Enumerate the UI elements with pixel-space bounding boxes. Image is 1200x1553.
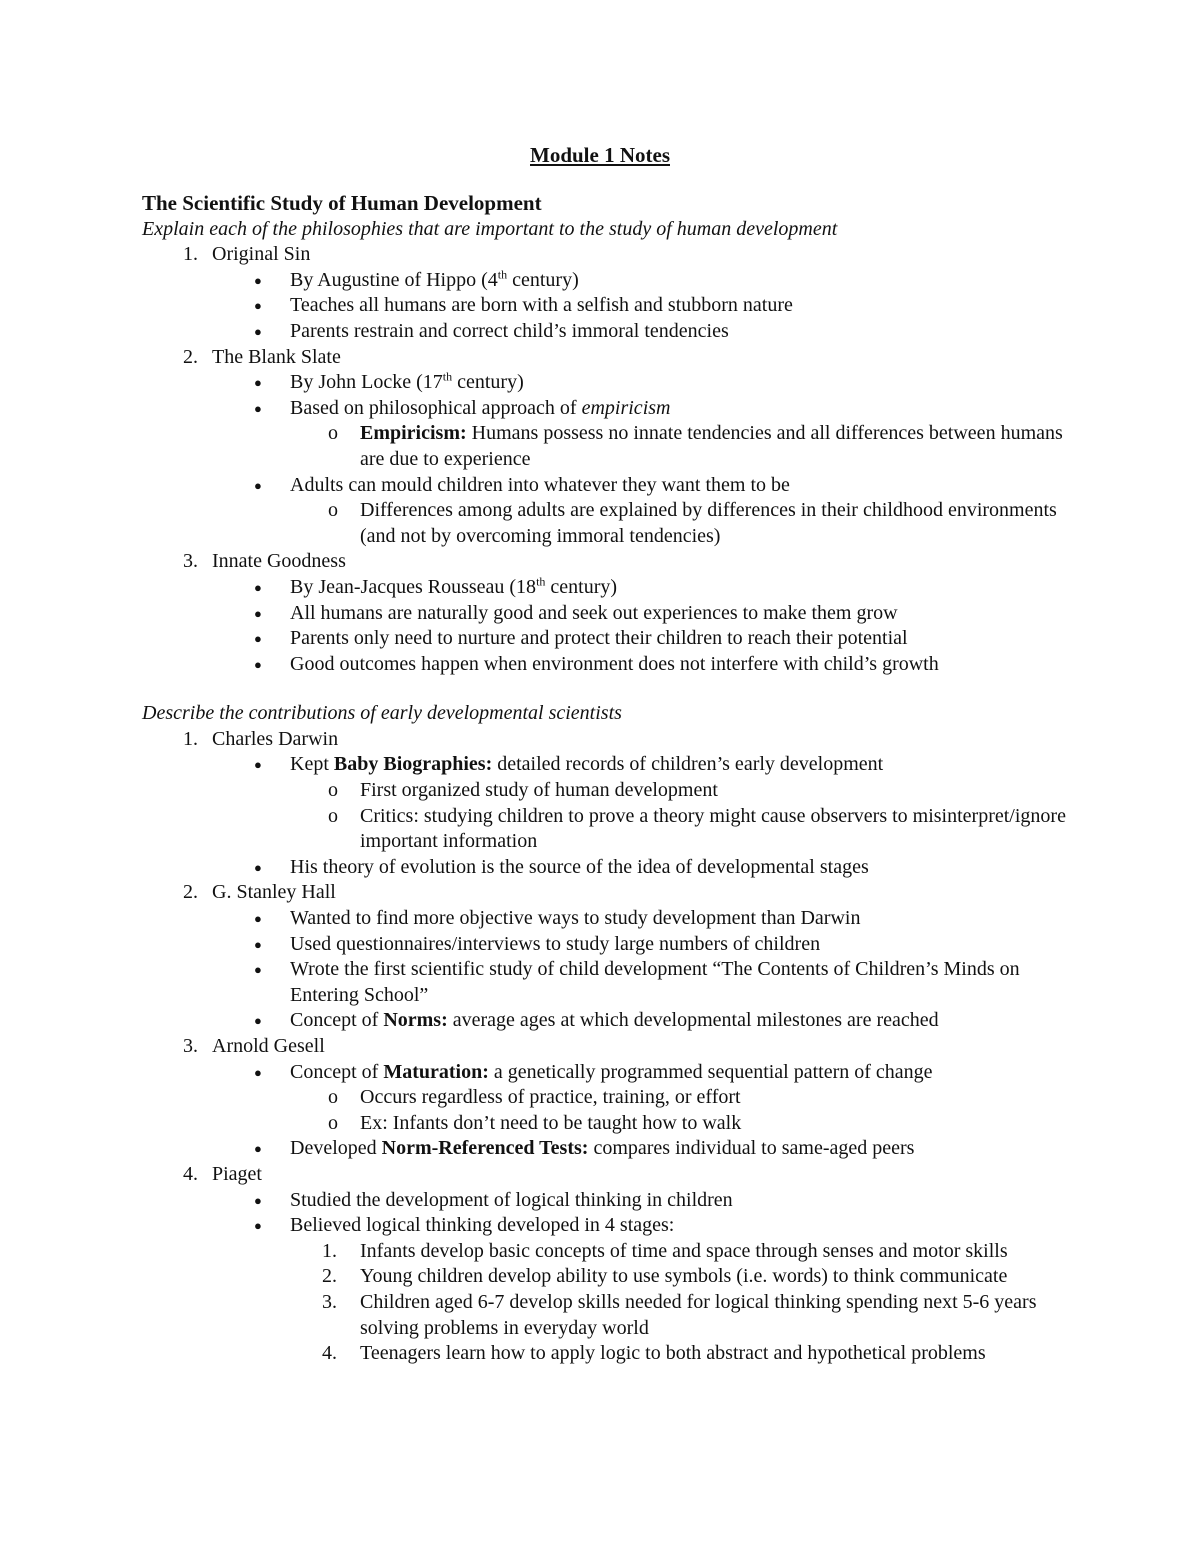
bullet-item <box>142 268 1082 294</box>
item-number: 2. <box>183 345 198 368</box>
item-name: Piaget <box>212 1162 262 1185</box>
document-body <box>142 191 1082 1367</box>
stage-item <box>142 1341 1082 1367</box>
sub-bullet-item <box>142 498 1082 549</box>
bullet-item <box>142 575 1082 601</box>
bullet-icon: ● <box>254 1013 262 1029</box>
superscript: th <box>442 369 453 384</box>
bullet-icon: ● <box>254 605 262 621</box>
list-item <box>142 880 1082 906</box>
sub-bullet-text: First organized study of human development <box>360 779 718 802</box>
sub-bullet-text: Ex: Infants don’t need to be taught how to walk <box>360 1111 742 1134</box>
key-term: Baby Biographies: <box>333 753 493 776</box>
bullet-text: a genetically programmed sequential pattern of change <box>488 1060 933 1083</box>
bullet-text: Adults can mould children into whatever they want them to be <box>290 473 790 496</box>
item-name: Innate Goodness <box>212 550 346 573</box>
list-item <box>142 1162 1082 1188</box>
bullet-icon: ● <box>254 859 262 875</box>
sub-bullet-icon: o <box>328 422 338 445</box>
bullet-text: Concept of <box>290 1060 384 1083</box>
key-term: Norms: <box>383 1009 448 1032</box>
bullet-item <box>142 601 1082 627</box>
bullet-icon: ● <box>254 400 262 416</box>
bullet-text: Based on philosophical approach of <box>290 396 582 419</box>
sub-bullet-text: Occurs regardless of practice, training, or effort <box>360 1086 741 1109</box>
bullet-item <box>142 319 1082 345</box>
bullet-item <box>142 370 1082 396</box>
stage-text: Infants develop basic concepts of time and space through senses and motor skills <box>360 1239 1008 1262</box>
sub-bullet-item <box>142 421 1082 472</box>
stage-number: 4. <box>322 1342 337 1365</box>
list-item <box>142 242 1082 268</box>
bullet-text: Studied the development of logical thinking in children <box>290 1188 733 1211</box>
bullet-text: His theory of evolution is the source of the idea of developmental stages <box>290 855 869 878</box>
bullet-text: By Augustine of Hippo (4 <box>290 268 498 291</box>
bullet-text: Teaches all humans are born with a selfish and stubborn nature <box>290 294 793 317</box>
bullet-icon: ● <box>254 323 262 339</box>
bullet-item <box>142 957 1082 1008</box>
sub-bullet-item <box>142 778 1082 804</box>
list-item <box>142 345 1082 371</box>
sub-bullet-icon: o <box>328 1111 338 1134</box>
item-number: 3. <box>183 550 198 573</box>
sub-bullet-icon: o <box>328 499 338 522</box>
bullet-item <box>142 473 1082 499</box>
item-number: 2. <box>183 881 198 904</box>
superscript: th <box>497 267 508 282</box>
bullet-text: All humans are naturally good and seek out experiences to make them grow <box>290 601 898 624</box>
bullet-icon: ● <box>254 936 262 952</box>
bullet-item <box>142 293 1082 319</box>
sub-bullet-item <box>142 1111 1082 1137</box>
bullet-item <box>142 396 1082 422</box>
bullet-icon: ● <box>254 579 262 595</box>
section-heading: The Scientific Study of Human Development <box>142 191 542 215</box>
stage-number: 1. <box>322 1239 337 1262</box>
bullet-text: By Jean-Jacques Rousseau (18 <box>290 575 537 598</box>
bullet-item <box>142 855 1082 881</box>
bullet-text: Parents restrain and correct child’s immoral tendencies <box>290 319 729 342</box>
bullet-text: Wrote the first scientific study of child development “The Contents of Children’s Minds on Entering School” <box>290 958 1020 1006</box>
bullet-text: Developed <box>290 1137 382 1160</box>
bullet-text: compares individual to same-aged peers <box>588 1137 915 1160</box>
stage-item <box>142 1239 1082 1265</box>
stage-number: 3. <box>322 1290 337 1313</box>
key-term: Empiricism: <box>360 422 467 445</box>
bullet-item <box>142 1060 1082 1086</box>
bullet-icon: ● <box>254 1192 262 1208</box>
part2-instruction: Describe the contributions of early developmental scientists <box>142 702 622 725</box>
item-name: G. Stanley Hall <box>212 881 336 904</box>
bullet-text: century) <box>507 268 579 291</box>
bullet-text: Used questionnaires/interviews to study large numbers of children <box>290 932 821 955</box>
item-name: The Blank Slate <box>212 345 341 368</box>
list-item <box>142 1034 1082 1060</box>
bullet-text: century) <box>452 371 524 394</box>
bullet-icon: ● <box>254 656 262 672</box>
bullet-text: Wanted to find more objective ways to study development than Darwin <box>290 907 861 930</box>
bullet-text: average ages at which developmental milestones are reached <box>447 1009 939 1032</box>
item-number: 1. <box>183 727 198 750</box>
bullet-text: detailed records of children’s early development <box>492 753 884 776</box>
part1-instruction: Explain each of the philosophies that are important to the study of human development <box>142 217 838 240</box>
sub-bullet-text: Differences among adults are explained by differences in their childhood environments (and not by overcoming immoral tendencies) <box>360 499 1057 547</box>
document-title: Module 1 Notes <box>530 143 670 167</box>
bullet-icon: ● <box>254 631 262 647</box>
sub-bullet-item <box>142 1085 1082 1111</box>
stage-item <box>142 1290 1082 1341</box>
bullet-icon: ● <box>254 375 262 391</box>
bullet-icon: ● <box>254 272 262 288</box>
bullet-icon: ● <box>254 1141 262 1157</box>
bullet-item <box>142 1188 1082 1214</box>
bullet-icon: ● <box>254 757 262 773</box>
bullet-item <box>142 752 1082 778</box>
superscript: th <box>536 574 546 589</box>
key-term: Maturation: <box>383 1060 489 1083</box>
sub-bullet-icon: o <box>328 779 338 802</box>
stage-text: Young children develop ability to use symbols (i.e. words) to think communicate <box>360 1265 1008 1288</box>
sub-bullet-icon: o <box>328 804 338 827</box>
stage-text: Children aged 6-7 develop skills needed for logical thinking spending next 5-6 years solving problems in everyday world <box>360 1290 1037 1339</box>
spacer <box>142 677 1082 701</box>
item-name: Arnold Gesell <box>212 1035 325 1057</box>
bullet-icon: ● <box>254 911 262 927</box>
stage-item <box>142 1264 1082 1290</box>
bullet-item <box>142 906 1082 932</box>
sub-bullet-text: Humans possess no innate tendencies and all differences between humans are due to experience <box>360 422 1063 470</box>
list-item <box>142 727 1082 753</box>
sub-bullet-text: Critics: studying children to prove a theory might cause observers to misinterpret/ignore important information <box>360 804 1066 853</box>
item-number: 1. <box>183 243 198 266</box>
bullet-text: Concept of <box>290 1009 384 1032</box>
bullet-item <box>142 1008 1082 1034</box>
bullet-text: Parents only need to nurture and protect their children to reach their potential <box>290 627 908 650</box>
bullet-text: Kept <box>290 753 334 776</box>
sub-bullet-icon: o <box>328 1086 338 1109</box>
bullet-text: Good outcomes happen when environment does not interfere with child’s growth <box>290 652 939 675</box>
bullet-icon: ● <box>254 298 262 314</box>
bullet-icon: ● <box>254 1218 262 1234</box>
bullet-item <box>142 626 1082 652</box>
stage-number: 2. <box>322 1265 337 1288</box>
emphasis-term: empiricism <box>581 396 671 419</box>
bullet-item <box>142 932 1082 958</box>
bullet-text: By John Locke (17 <box>290 371 443 394</box>
item-name: Original Sin <box>212 243 311 266</box>
bullet-item <box>142 652 1082 678</box>
bullet-icon: ● <box>254 477 262 493</box>
bullet-item <box>142 1213 1082 1239</box>
bullet-item <box>142 1136 1082 1162</box>
key-term: Norm-Referenced Tests: <box>381 1137 589 1160</box>
item-number: 3. <box>183 1035 198 1057</box>
item-name: Charles Darwin <box>212 727 339 750</box>
item-number: 4. <box>183 1162 198 1185</box>
bullet-text: Believed logical thinking developed in 4 stages: <box>290 1214 675 1237</box>
bullet-icon: ● <box>254 962 262 978</box>
stage-text: Teenagers learn how to apply logic to both abstract and hypothetical problems <box>360 1342 986 1365</box>
sub-bullet-item <box>142 804 1082 855</box>
list-item <box>142 549 1082 575</box>
bullet-icon: ● <box>254 1064 262 1080</box>
bullet-text: century) <box>545 575 618 598</box>
